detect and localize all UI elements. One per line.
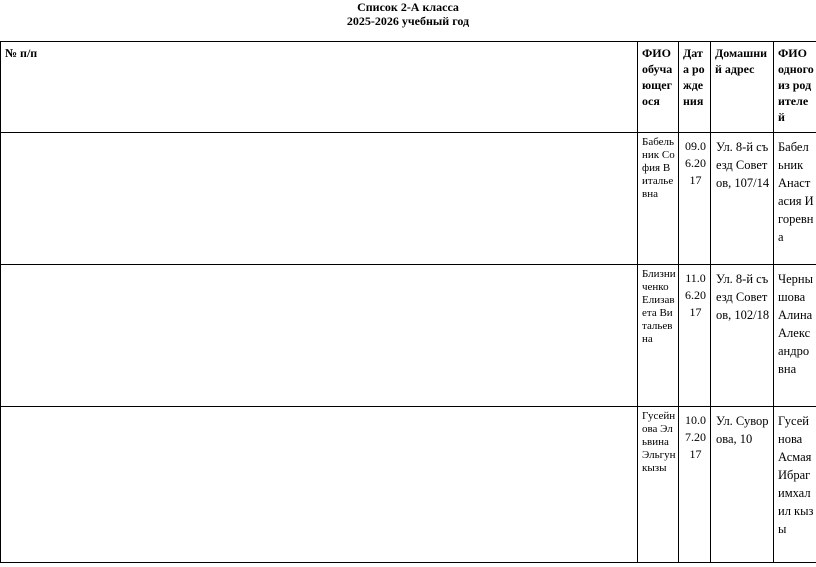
column-header-address: Домашний адрес [711,42,774,133]
school-year: 2025-2026 учебный год [346,14,470,28]
student-name-cell: Близниченко Елизавета Витальевна [638,265,679,407]
table-row [1,133,816,265]
column-header-number: № п/п [1,42,638,133]
parent-name-cell: Чернышова Алина Александровна [774,265,816,407]
table-row [1,407,816,563]
address-cell: Ул. 8-й съезд Советов, 107/14 [711,133,774,265]
row-number-cell [1,265,638,407]
birth-date-cell: 11.06.2017 [679,265,711,407]
address-cell: Ул. Суворова, 10 [711,407,774,563]
students-table [0,41,816,563]
table-row [1,265,816,407]
row-number-cell [1,407,638,563]
parent-name-cell: Гусейнова Асмая Ибрагимхалил кызы [774,407,816,563]
column-header-parent-name: ФИО одного из родителей [774,42,816,133]
row-number-cell [1,133,638,265]
table-header-row [1,42,816,133]
address-cell: Ул. 8-й съезд Советов, 102/18 [711,265,774,407]
student-name-cell: Гусейнова Эльвина Эльгун кызы [638,407,679,563]
column-header-student-name: ФИО обучающегося [638,42,679,133]
birth-date-cell: 10.07.2017 [679,407,711,563]
student-name-cell: Бабельник София Витальевна [638,133,679,265]
birth-date-cell: 09.06.2017 [679,133,711,265]
list-title: Список 2-А класса [357,0,459,14]
column-header-birth-date: Дата рождения [679,42,711,133]
parent-name-cell: Бабельник Анастасия Игоревна [774,133,816,265]
